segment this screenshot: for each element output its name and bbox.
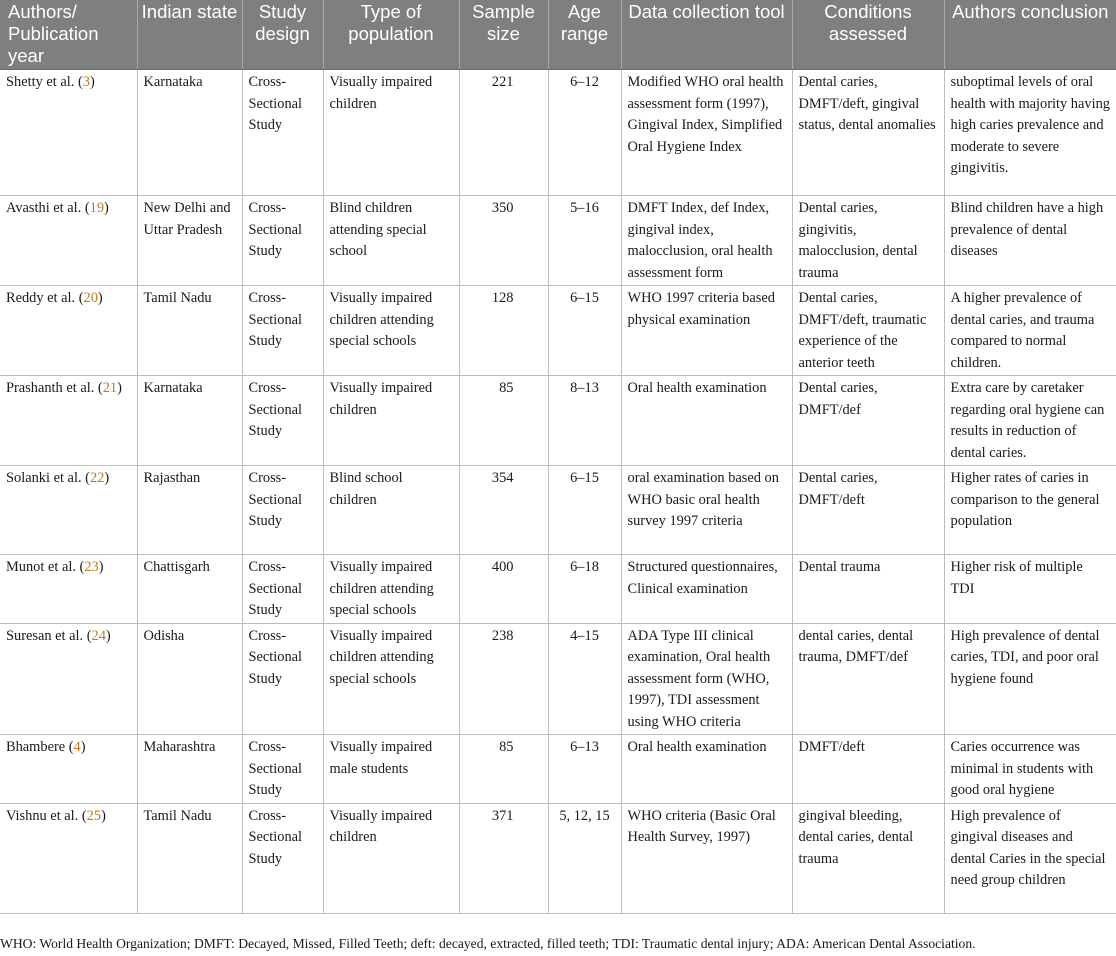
header-population: Type of population [323, 0, 459, 70]
table-row [0, 196, 1116, 286]
cell-population: Visually impaired children attending special schools [323, 555, 459, 624]
cell-conclusion: A higher prevalence of dental caries, and trauma compared to normal children. [944, 286, 1116, 376]
cell-author: Prashanth et al. (21) [0, 376, 137, 466]
table-footnote: WHO: World Health Organization; DMFT: Decayed, Missed, Filled Teeth; deft: decayed, extracted, filled teeth; TDI: Traumatic dental injury; ADA: American Dental Association. [0, 936, 976, 951]
cell-population: Blind children attending special school [323, 196, 459, 286]
cell-state: Karnataka [137, 376, 242, 466]
header-state: Indian state [137, 0, 242, 70]
cell-conclusion: Extra care by caretaker regarding oral hygiene can results in reduction of dental caries. [944, 376, 1116, 466]
cell-conditions: Dental caries, gingivitis, malocclusion, dental trauma [792, 196, 944, 286]
cell-conclusion: High prevalence of gingival diseases and dental Caries in the special need group children [944, 803, 1116, 913]
cell-state: Chattisgarh [137, 555, 242, 624]
cell-sample: 350 [459, 196, 548, 286]
cell-design: Cross-Sectional Study [242, 803, 323, 913]
table-row [0, 735, 1116, 804]
cell-conditions: Dental caries, DMFT/def [792, 376, 944, 466]
header-row [0, 0, 1116, 70]
header-tool: Data collection tool [621, 0, 792, 70]
cell-author: Bhambere (4) [0, 735, 137, 804]
cell-sample: 85 [459, 376, 548, 466]
cell-design: Cross-Sectional Study [242, 70, 323, 196]
cell-state: New Delhi and Uttar Pradesh [137, 196, 242, 286]
header-conclusion: Authors conclusion [944, 0, 1116, 70]
cell-conditions: Dental caries, DMFT/deft [792, 466, 944, 555]
cell-author: Reddy et al. (20) [0, 286, 137, 376]
cell-age: 4–15 [548, 623, 621, 735]
cell-age: 6–15 [548, 286, 621, 376]
cell-population: Visually impaired children attending special schools [323, 286, 459, 376]
table-row [0, 376, 1116, 466]
cell-state: Tamil Nadu [137, 286, 242, 376]
cell-conditions: Dental caries, DMFT/deft, gingival status, dental anomalies [792, 70, 944, 196]
cell-author: Suresan et al. (24) [0, 623, 137, 735]
header-sample: Sample size [459, 0, 548, 70]
cell-age: 6–13 [548, 735, 621, 804]
cell-state: Maharashtra [137, 735, 242, 804]
reference-link[interactable]: 25 [86, 807, 102, 824]
cell-state: Karnataka [137, 70, 242, 196]
cell-age: 8–13 [548, 376, 621, 466]
cell-conclusion: High prevalence of dental caries, TDI, and poor oral hygiene found [944, 623, 1116, 735]
table-row [0, 555, 1116, 624]
reference-link[interactable]: 21 [102, 380, 118, 396]
cell-conditions: Dental trauma [792, 555, 944, 624]
cell-tool: Structured questionnaires, Clinical examination [621, 555, 792, 624]
table-row [0, 623, 1116, 735]
cell-tool: WHO 1997 criteria based physical examination [621, 286, 792, 376]
cell-conditions: gingival bleeding, dental caries, dental trauma [792, 803, 944, 913]
cell-conclusion: Blind children have a high prevalence of dental diseases [944, 196, 1116, 286]
cell-tool: oral examination based on WHO basic oral health survey 1997 criteria [621, 466, 792, 555]
table-row [0, 803, 1116, 913]
cell-design: Cross-Sectional Study [242, 196, 323, 286]
cell-conditions: Dental caries, DMFT/deft, traumatic experience of the anterior teeth [792, 286, 944, 376]
cell-conditions: DMFT/deft [792, 735, 944, 804]
cell-age: 6–15 [548, 466, 621, 555]
cell-tool: WHO criteria (Basic Oral Health Survey, 1997) [621, 803, 792, 913]
cell-sample: 85 [459, 735, 548, 804]
cell-population: Visually impaired children [323, 70, 459, 196]
reference-link[interactable]: 19 [89, 200, 105, 216]
reference-link[interactable]: 22 [89, 470, 105, 486]
cell-conclusion: suboptimal levels of oral health with majority having high caries prevalence and moderate to severe gingivitis. [944, 70, 1116, 196]
cell-age: 5–16 [548, 196, 621, 286]
header-authors: Authors/ Publication year [0, 0, 137, 70]
header-age: Age range [548, 0, 621, 70]
header-conditions: Conditions assessed [792, 0, 944, 70]
cell-tool: DMFT Index, def Index, gingival index, malocclusion, oral health assessment form [621, 196, 792, 286]
cell-conclusion: Caries occurrence was minimal in students with good oral hygiene [944, 735, 1116, 804]
cell-sample: 238 [459, 623, 548, 735]
cell-author: Vishnu et al. (25) [0, 803, 137, 913]
table-row [0, 466, 1116, 555]
cell-state: Tamil Nadu [137, 803, 242, 913]
cell-conclusion: Higher risk of multiple TDI [944, 555, 1116, 624]
cell-design: Cross-Sectional Study [242, 286, 323, 376]
reference-link[interactable]: 4 [73, 739, 81, 755]
cell-design: Cross-Sectional Study [242, 466, 323, 555]
cell-age: 6–12 [548, 70, 621, 196]
table-row [0, 286, 1116, 376]
cell-tool: Oral health examination [621, 735, 792, 804]
cell-tool: Oral health examination [621, 376, 792, 466]
cell-sample: 400 [459, 555, 548, 624]
cell-author: Munot et al. (23) [0, 555, 137, 624]
cell-author: Shetty et al. (3) [0, 70, 137, 196]
cell-state: Rajasthan [137, 466, 242, 555]
reference-link[interactable]: 23 [84, 559, 99, 575]
cell-conclusion: Higher rates of caries in comparison to the general population [944, 466, 1116, 555]
header-design: Study design [242, 0, 323, 70]
cell-design: Cross-Sectional Study [242, 376, 323, 466]
reference-link[interactable]: 20 [83, 290, 98, 306]
cell-age: 6–18 [548, 555, 621, 624]
cell-population: Visually impaired children attending special schools [323, 623, 459, 735]
cell-population: Visually impaired male students [323, 735, 459, 804]
cell-design: Cross-Sectional Study [242, 735, 323, 804]
cell-author: Solanki et al. (22) [0, 466, 137, 555]
cell-author: Avasthi et al. (19) [0, 196, 137, 286]
cell-sample: 354 [459, 466, 548, 555]
cell-conditions: dental caries, dental trauma, DMFT/def [792, 623, 944, 735]
cell-tool: Modified WHO oral health assessment form (1997), Gingival Index, Simplified Oral Hygiene Index [621, 70, 792, 196]
reference-link[interactable]: 3 [82, 74, 90, 90]
cell-sample: 128 [459, 286, 548, 376]
cell-sample: 221 [459, 70, 548, 196]
cell-population: Visually impaired children [323, 803, 459, 913]
cell-sample: 371 [459, 803, 548, 913]
cell-age: 5, 12, 15 [548, 803, 621, 913]
cell-population: Blind school children [323, 466, 459, 555]
cell-population: Visually impaired children [323, 376, 459, 466]
table-row [0, 70, 1116, 196]
reference-link[interactable]: 24 [91, 627, 106, 644]
cell-state: Odisha [137, 623, 242, 735]
cell-tool: ADA Type III clinical examination, Oral health assessment form (WHO, 1997), TDI assessment using WHO criteria [621, 623, 792, 735]
cell-design: Cross-Sectional Study [242, 555, 323, 624]
cell-design: Cross-Sectional Study [242, 623, 323, 735]
